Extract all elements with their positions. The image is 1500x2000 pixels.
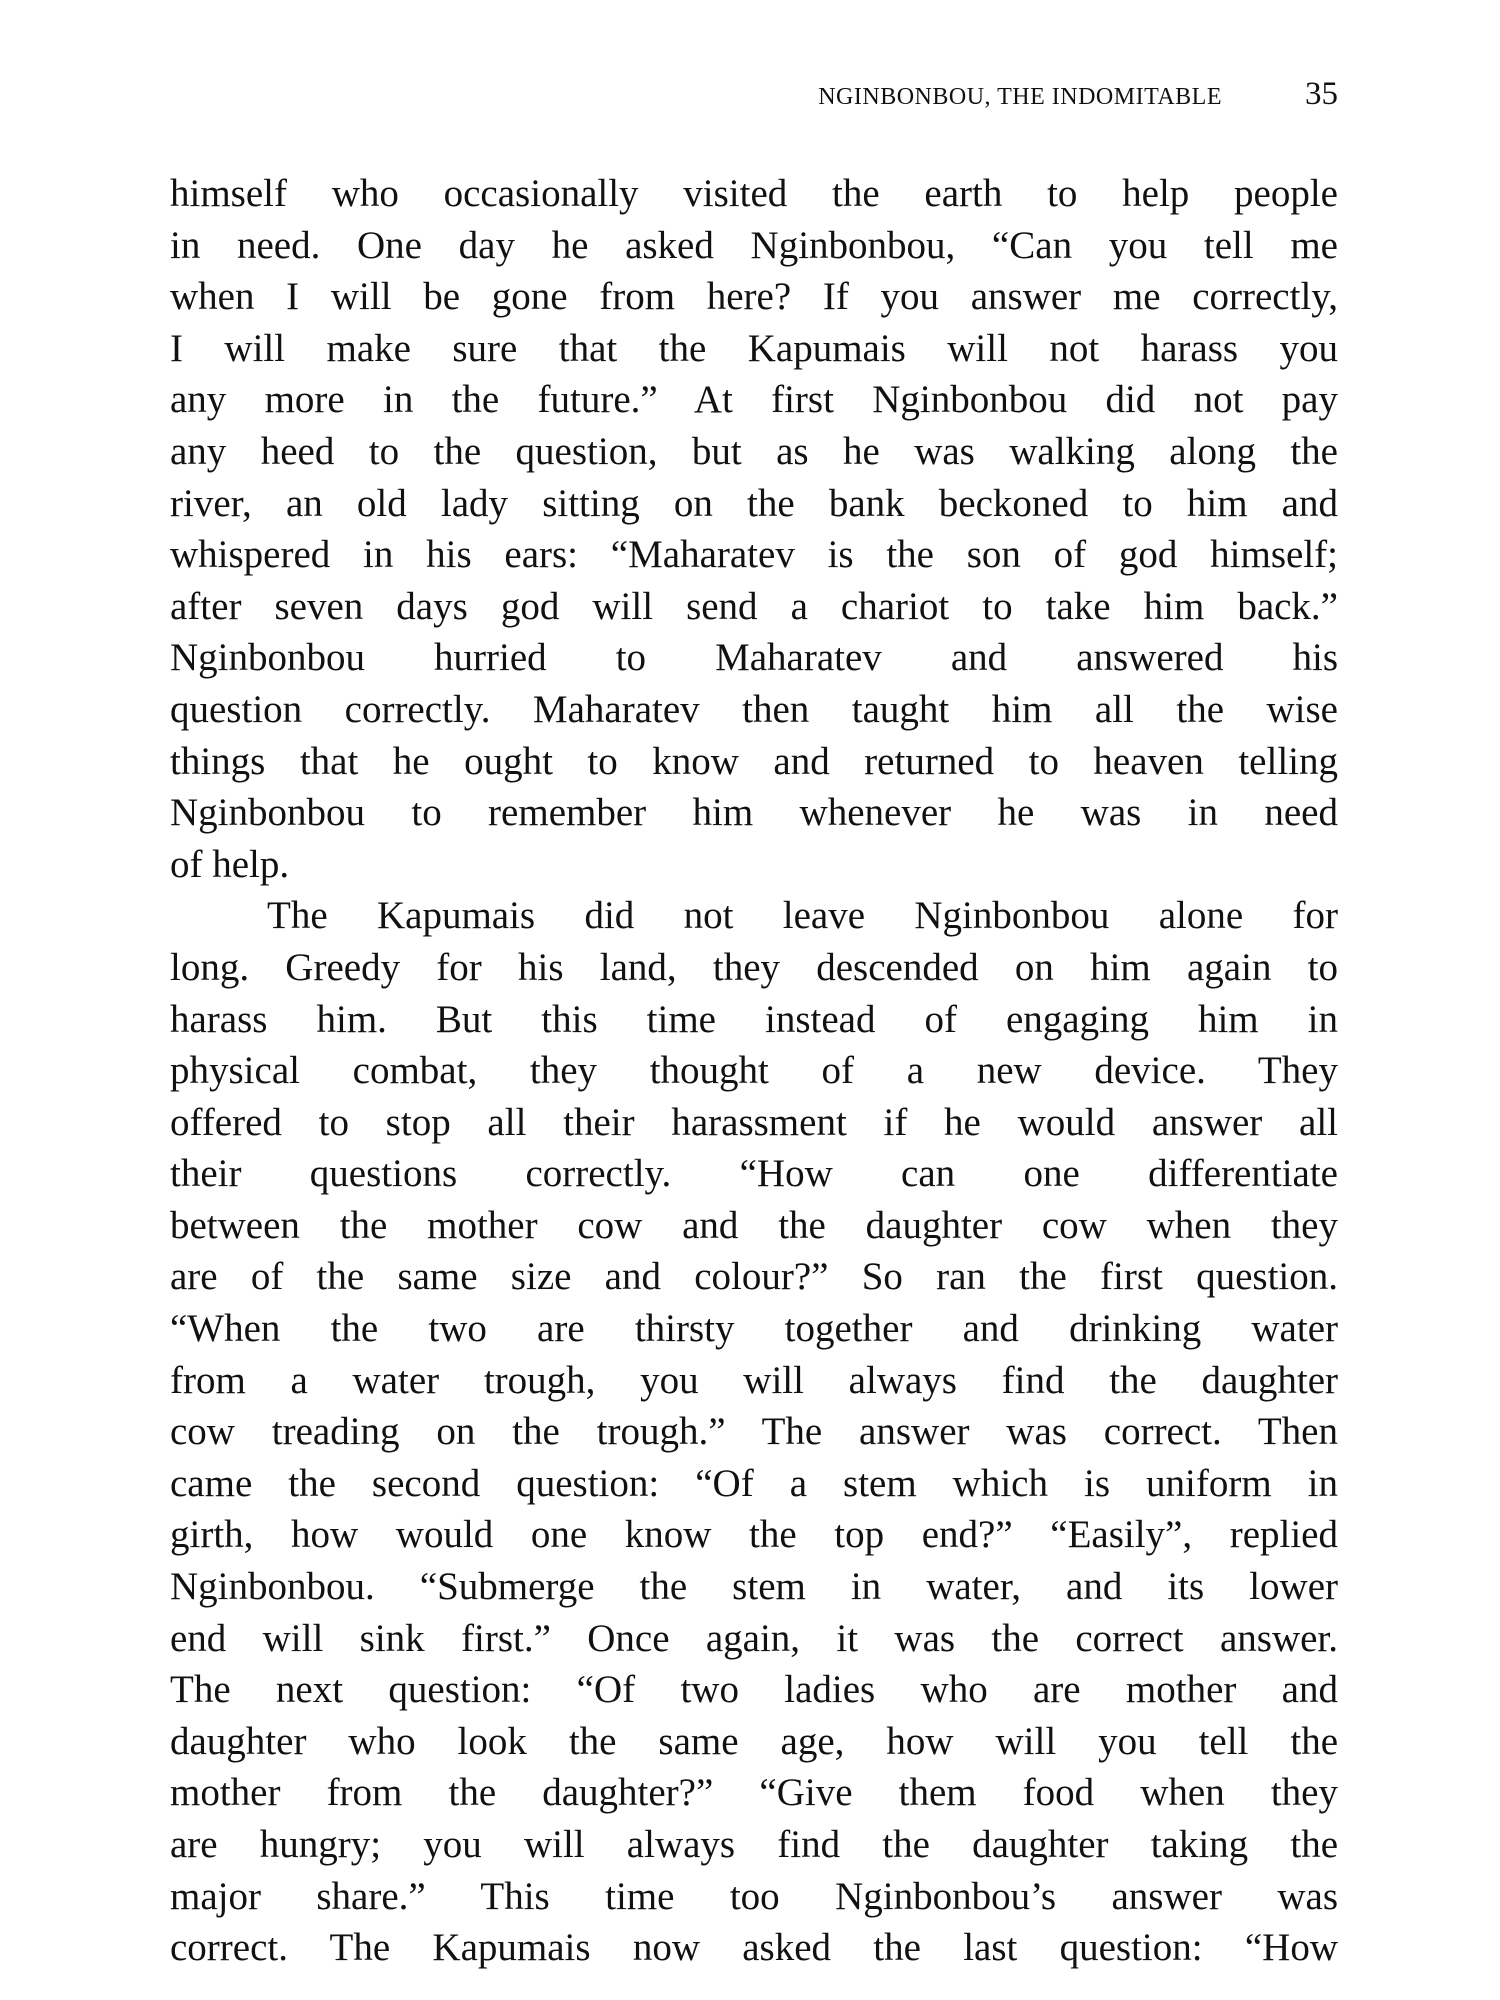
text-line: end will sink first.” Once again, it was the correct answer. bbox=[170, 1616, 1338, 1660]
text-line: after seven days god will send a chariot to take him back.” bbox=[170, 584, 1338, 628]
text-line: offered to stop all their harassment if he would answer all bbox=[170, 1100, 1338, 1144]
text-line: any heed to the question, but as he was walking along the bbox=[170, 429, 1338, 473]
text-line: long. Greedy for his land, they descended on him again to bbox=[170, 945, 1338, 989]
text-line: from a water trough, you will always find the daughter bbox=[170, 1358, 1338, 1402]
text-line: harass him. But this time instead of engaging him in bbox=[170, 997, 1338, 1041]
text-line: Nginbonbou hurried to Maharatev and answered his bbox=[170, 636, 1338, 680]
text-line: I will make sure that the Kapumais will not harass you bbox=[170, 326, 1338, 370]
paragraph-first-line: The Kapumais did not leave Nginbonbou alone for bbox=[267, 894, 1338, 938]
text-line: Nginbonbou. “Submerge the stem in water, and its lower bbox=[170, 1565, 1338, 1609]
text-line: mother from the daughter?” “Give them food when they bbox=[170, 1771, 1338, 1815]
text-line: are of the same size and colour?” So ran the first question. bbox=[170, 1255, 1338, 1299]
text-line: any more in the future.” At first Nginbonbou did not pay bbox=[170, 378, 1338, 422]
text-line: question correctly. Maharatev then taught him all the wise bbox=[170, 687, 1338, 731]
text-line: physical combat, they thought of a new device. They bbox=[170, 1049, 1338, 1093]
body-text bbox=[170, 168, 1338, 1974]
text-line: river, an old lady sitting on the bank beckoned to him and bbox=[170, 481, 1338, 525]
text-line: “When the two are thirsty together and drinking water bbox=[170, 1307, 1338, 1351]
text-line: between the mother cow and the daughter cow when they bbox=[170, 1203, 1338, 1247]
text-line: girth, how would one know the top end?” “Easily”, replied bbox=[170, 1513, 1338, 1557]
text-line: Nginbonbou to remember him whenever he was in need bbox=[170, 791, 1338, 835]
text-line: of help. bbox=[170, 842, 290, 886]
text-line: himself who occasionally visited the earth to help people bbox=[170, 172, 1338, 215]
text-line: came the second question: “Of a stem which is uniform in bbox=[170, 1461, 1338, 1505]
text-line: when I will be gone from here? If you answer me correctly, bbox=[170, 275, 1338, 319]
text-line: daughter who look the same age, how will you tell the bbox=[170, 1719, 1338, 1763]
text-line: major share.” This time too Nginbonbou’s answer was bbox=[170, 1874, 1338, 1918]
page-number: 35 bbox=[1305, 76, 1338, 112]
text-line: correct. The Kapumais now asked the last question: “How bbox=[170, 1926, 1338, 1970]
text-line: cow treading on the trough.” The answer was correct. Then bbox=[170, 1410, 1338, 1454]
text-line: things that he ought to know and returned to heaven telling bbox=[170, 739, 1338, 783]
text-line: in need. One day he asked Nginbonbou, “Can you tell me bbox=[170, 223, 1338, 267]
text-line: The next question: “Of two ladies who are mother and bbox=[170, 1668, 1338, 1712]
text-line: are hungry; you will always find the daughter taking the bbox=[170, 1823, 1338, 1866]
text-line: whispered in his ears: “Maharatev is the son of god himself; bbox=[170, 533, 1338, 577]
running-head bbox=[170, 76, 1338, 116]
running-title: NGINBONBOU, THE INDOMITABLE bbox=[818, 84, 1222, 110]
text-line: their questions correctly. “How can one differentiate bbox=[170, 1152, 1338, 1196]
